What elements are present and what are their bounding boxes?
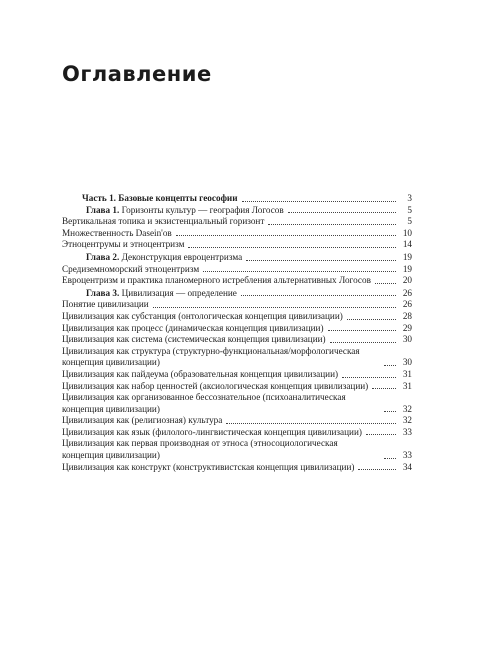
toc-page-number: 14 (402, 239, 412, 250)
leader-dots (153, 307, 396, 308)
leader-dots (328, 330, 396, 331)
toc-entry-section[interactable] (62, 311, 412, 323)
toc-entry-label: Цивилизация как структура (структурно-функциональная/морфологическая концепция цивилизации) (62, 345, 360, 368)
toc-entry-section[interactable] (62, 264, 412, 276)
toc-entry-chapter-3[interactable] (62, 288, 412, 300)
leader-dots (384, 411, 396, 412)
toc-entry-section[interactable] (62, 228, 412, 240)
toc-entry-section[interactable] (62, 427, 412, 439)
leader-dots (188, 247, 396, 248)
toc-entry-section[interactable] (62, 346, 412, 369)
toc-entry-label: Евроцентризм и практика планомерного истребления альтернативных Логосов (62, 275, 371, 286)
leader-dots (226, 423, 396, 424)
toc-entry-section[interactable] (62, 462, 412, 474)
page-title: Оглавление (62, 62, 212, 86)
toc-entry-label: Цивилизация как организованное бессознательное (психоаналитическая концепция цивилизации) (62, 392, 346, 414)
toc-entry-section[interactable] (62, 299, 412, 311)
toc-entry-section[interactable] (62, 323, 412, 335)
leader-dots (384, 365, 396, 366)
toc-entry-label: Цивилизация как набор ценностей (аксиологическая концепция цивилизации) (62, 380, 369, 391)
toc-page-number: 10 (402, 227, 412, 238)
toc-page-number: 26 (402, 287, 412, 298)
toc-entry-label: Цивилизация как система (системическая концепция цивилизации) (62, 334, 326, 345)
leader-dots (242, 201, 396, 202)
toc-page-number: 30 (402, 334, 412, 345)
leader-dots (375, 283, 396, 284)
leader-dots (366, 434, 396, 435)
toc-entry-label: Цивилизация как пайдеума (образовательная концепция цивилизации) (62, 368, 339, 379)
toc-page-number: 28 (402, 310, 412, 321)
toc-entry-label: Множественность Dasein'ов (62, 227, 172, 238)
toc-page-number: 19 (402, 263, 412, 274)
toc-entry-section[interactable] (62, 415, 412, 427)
toc-entry-section[interactable] (62, 334, 412, 346)
toc-entry-label: Цивилизация как (религиозная) культура (62, 415, 223, 426)
toc-page-number: 30 (402, 357, 412, 368)
toc-page-number: 32 (402, 415, 412, 426)
toc-page-number: 31 (402, 380, 412, 391)
toc-page-number: 3 (407, 193, 412, 203)
toc-page-number: 31 (402, 368, 412, 379)
toc-entry-label: Цивилизация как субстанция (онтологическая концепция цивилизации) (62, 310, 343, 321)
leader-dots (288, 212, 396, 213)
toc-entry-label: Цивилизация как первая производная от этноса (этносоциологическая концепция цивилизации) (62, 438, 338, 461)
leader-dots (268, 224, 396, 225)
toc-page-number: 33 (402, 450, 412, 461)
toc-page-number: 20 (402, 275, 412, 286)
toc-entry-section[interactable] (62, 239, 412, 251)
toc-page-number: 33 (402, 426, 412, 437)
leader-dots (203, 271, 396, 272)
toc-entry-section[interactable] (62, 216, 412, 228)
toc-entry-section[interactable] (62, 381, 412, 393)
toc-page-number: 32 (402, 403, 412, 414)
toc-page-number: 5 (407, 216, 412, 227)
toc-entry-section[interactable] (62, 369, 412, 381)
toc-entry-label: Глава 3. Цивилизация — определение (86, 287, 237, 298)
toc-page-number: 5 (407, 204, 412, 215)
toc-entry-section[interactable] (62, 392, 412, 415)
toc-entry-label: Цивилизация как язык (филолого-лингвистическая концепция цивилизации) (62, 426, 362, 437)
toc-page-number: 26 (402, 299, 412, 310)
table-of-contents (62, 193, 412, 473)
toc-page-number: 34 (402, 461, 412, 472)
leader-dots (342, 377, 396, 378)
toc-entry-label: Цивилизация как процесс (динамическая концепция цивилизации) (62, 322, 324, 333)
leader-dots (330, 342, 396, 343)
leader-dots (241, 295, 396, 296)
toc-entry-chapter-1[interactable] (62, 205, 412, 217)
toc-entry-part-1[interactable] (62, 193, 412, 205)
leader-dots (372, 388, 396, 389)
toc-entry-label: Вертикальная топика и экзистенциальный горизонт (62, 216, 265, 227)
toc-entry-label: Средиземноморский этноцентризм (62, 263, 200, 274)
toc-entry-label: Глава 2. Деконструкция евроцентризма (86, 251, 243, 262)
toc-entry-label: Часть 1. Базовые концепты геософии (82, 193, 238, 203)
toc-entry-chapter-2[interactable] (62, 252, 412, 264)
toc-entry-section[interactable] (62, 438, 412, 461)
leader-dots (347, 319, 396, 320)
toc-entry-label: Этноцентрумы и этноцентризм (62, 239, 185, 250)
toc-page-number: 19 (402, 251, 412, 262)
toc-entry-label: Глава 1. Горизонты культур — география Логосов (86, 204, 284, 215)
leader-dots (176, 235, 396, 236)
toc-entry-label: Цивилизация как конструкт (конструктивистская концепция цивилизации) (62, 461, 355, 472)
toc-entry-section[interactable] (62, 275, 412, 287)
leader-dots (358, 469, 396, 470)
toc-entry-label: Понятие цивилизации (62, 299, 149, 310)
leader-dots (246, 260, 396, 261)
toc-page-number: 29 (402, 322, 412, 333)
leader-dots (384, 458, 396, 459)
